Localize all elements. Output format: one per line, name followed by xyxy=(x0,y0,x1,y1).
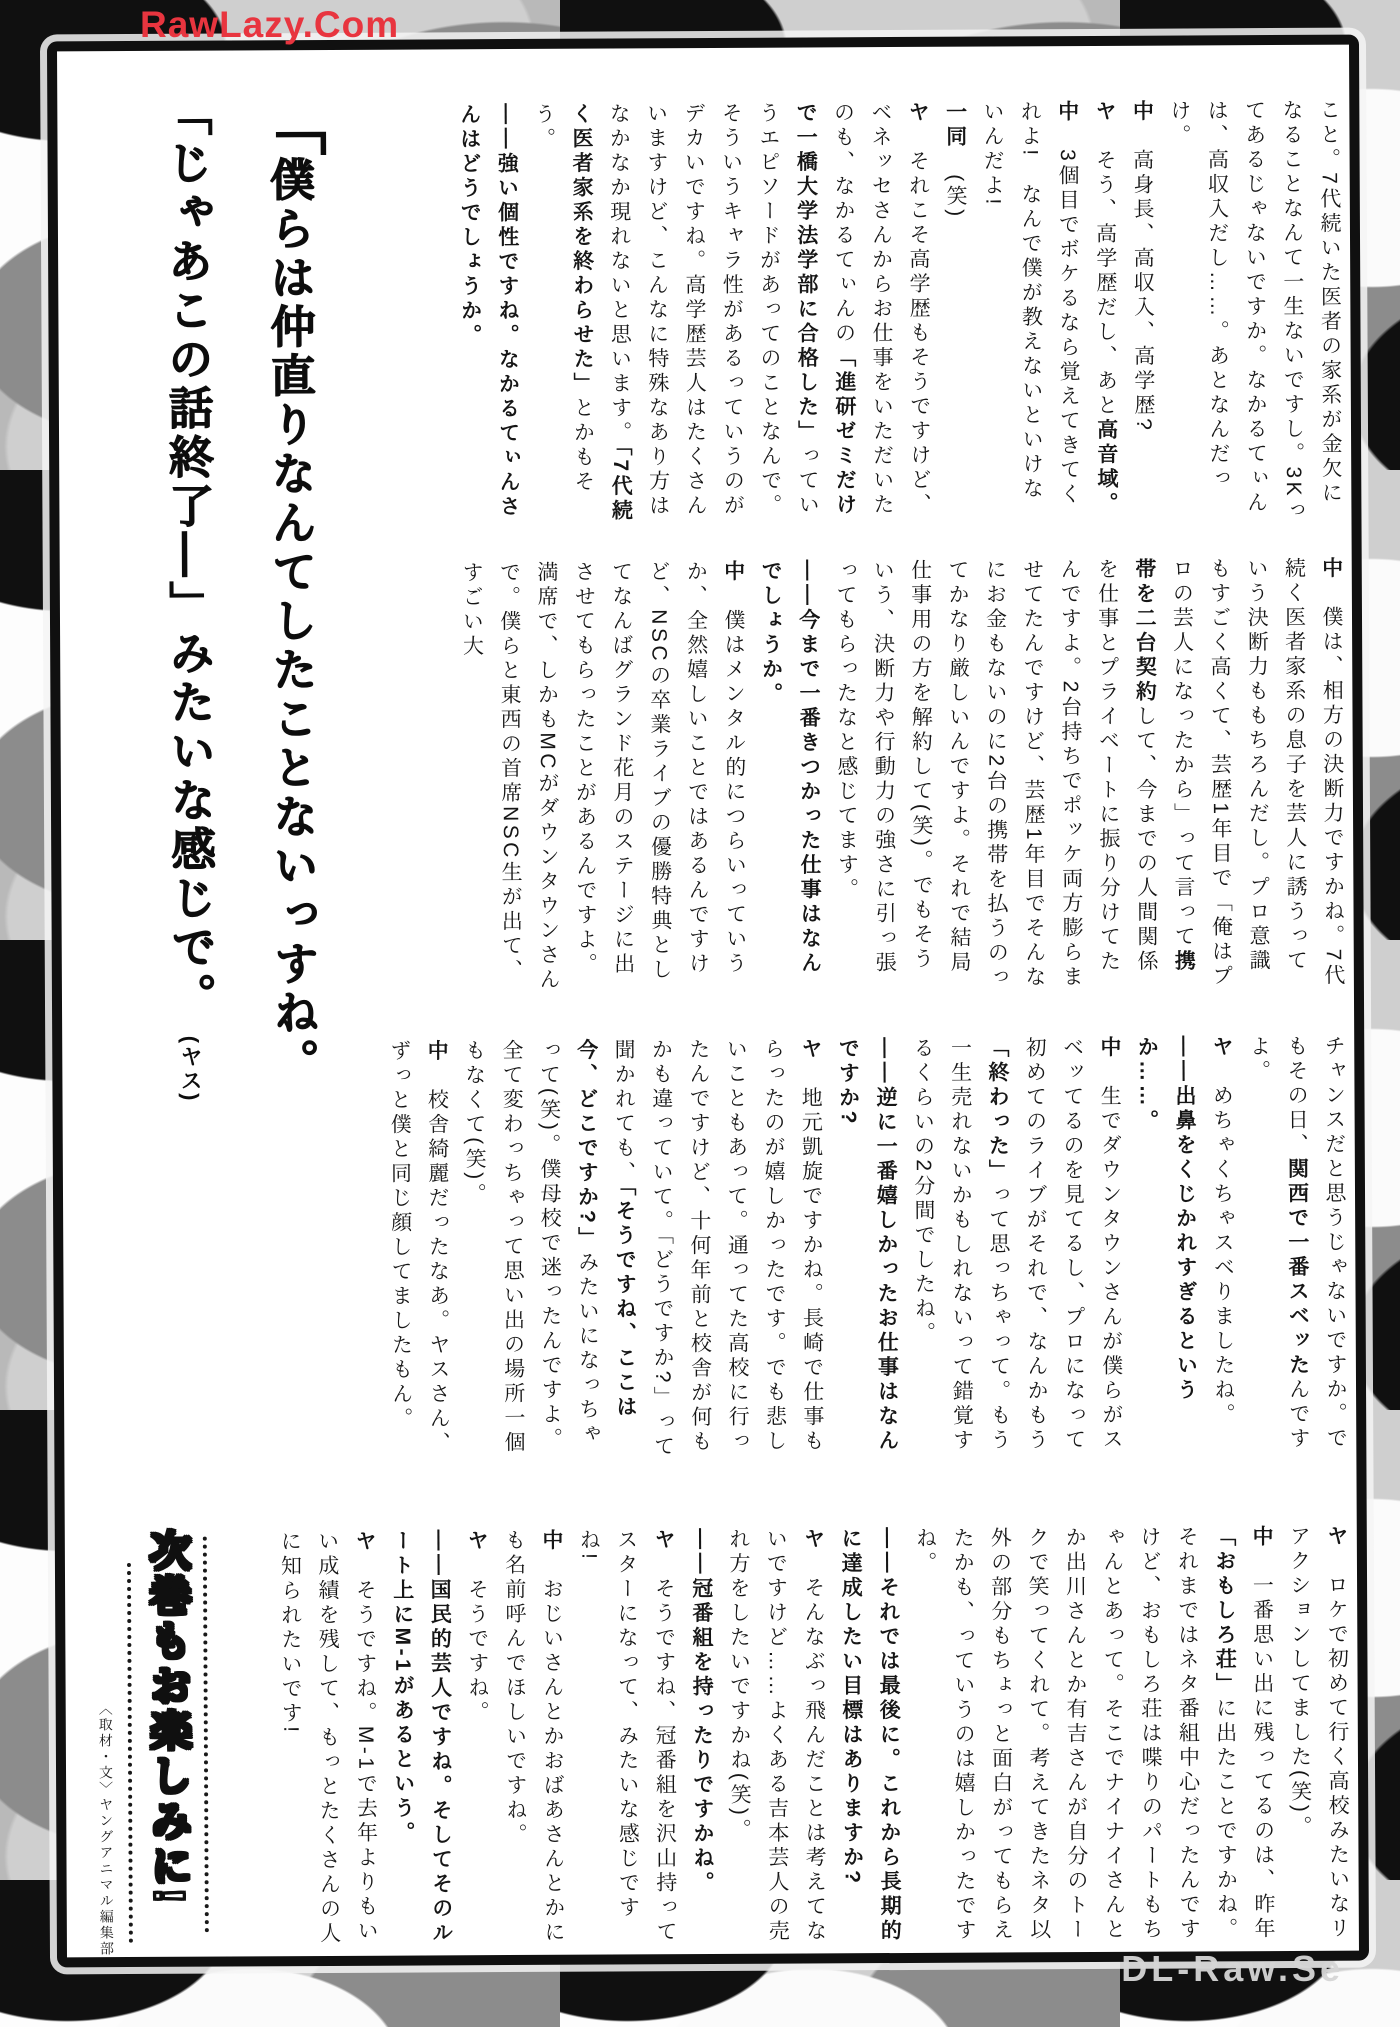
credit-text: 〈取材・文〉ヤングアニマル編集部 xyxy=(97,1701,115,1958)
interview-paragraph: 中 僕はメンタル的につらいっていうか、全然嬉しいことではあるんですけど、NSCの卒業ライブの優勝特典としてなんばグランド花月のステージに出させてもらったことがあるんですよ。満席で、しかもMCがダウンタウンさんで。僕らと東西の首席NSC生が出て、すごい大 xyxy=(460,559,747,993)
interview-paragraph: ヤ めちゃくちゃスベりましたね。 xyxy=(1210,1035,1236,1428)
interview-paragraph: ――それでは最後に。これから長期的に達成したい目標はありますか? xyxy=(838,1527,902,1944)
headline-line-1-text: 僕らは仲直りなんてしたことないっすね。 xyxy=(262,156,319,1088)
interview-paragraph: ――今まで一番きつかった仕事はなんでしょうか。 xyxy=(759,559,822,977)
headline-line-1 xyxy=(226,90,353,1171)
interview-paragraph: 中 3個目でボケるなら覚えてきてくれよ! なんで僕が教えないといけないんだよ! xyxy=(980,100,1081,508)
headline-open-quote-glyph: 「 xyxy=(250,89,325,157)
interview-paragraph: ――国民的芸人ですね。そしてそのルート上にM-1があるという。 xyxy=(390,1529,453,1946)
interview-band-1 xyxy=(450,99,1349,529)
interview-paragraph: ヤ 地元凱旋ですかね。長崎で仕事もらったのが嬉しかったです。でも悲しいこともあって。通ってた高校に行ったんですけど、十何年前と校舎が何もかも違っていて。「どうですか?」って聞かれても、「そうですね、ここは今、どこですか?」みたいになっちゃって(笑)。僕母校で迷ったんですよ。全て変わっちゃって思い出の場所一個もなくて(笑)。 xyxy=(462,1037,825,1460)
interview-paragraph: 中 一番思い出に残ってるのは、昨年「おもしろ荘」に出たことですかね。それまではネタ番組中心だったんですけど、おもしろ荘は喋りのパートもちゃんとあって。そこでナイナイさんとか出川さんとか有吉さんが自分のトークで笑ってくれて。考えてきたネタ以外の部分もちょっと面白がってもらえたかも、っていうのは嬉しかったですね。 xyxy=(913,1525,1276,1944)
interview-paragraph: 中 校舎綺麗だったなあ。ヤスさん、ずっと僕と同じ顔してましたもん。 xyxy=(387,1039,451,1456)
interview-paragraph: ――逆に一番嬉しかったお仕事はなんですか? xyxy=(836,1037,899,1454)
interview-paragraph: チャンスだと思うじゃないですか。でもその日、関西で一番スベッたんですよ。 xyxy=(1247,1034,1348,1452)
interview-paragraph: ヤ そうですね。M-1で去年よりもいい成績を残して、もっとたくさんの人に知られたいです! xyxy=(278,1529,379,1947)
next-volume-text: 次巻もお楽しみに! xyxy=(144,1528,194,1906)
interview-paragraph: 一同 (笑) xyxy=(943,100,968,220)
watermark-rawlazy: RawLazy.Com xyxy=(140,4,400,45)
interview-paragraph: ――強い個性ですね。なかるてぃんさんはどうでしょうか。 xyxy=(457,102,521,520)
next-volume-block xyxy=(95,1529,222,1970)
interview-band-2 xyxy=(453,557,1352,994)
interview-paragraph: ――冠番組を持ったりですかね。 xyxy=(689,1527,715,1896)
interview-band-4 xyxy=(271,1525,1357,1951)
headline-line-2 xyxy=(143,91,231,1171)
interview-paragraph: こと。7代続いた医者の家系が金欠になることなんて一生ないですし。3Kってあるじゃないですか。なかるてぃんは、高収入だし……。あとなんだっけ。 xyxy=(1167,98,1343,524)
interview-band-3 xyxy=(380,1035,1354,1470)
interview-paragraph: ヤ そうですね。 xyxy=(465,1529,490,1726)
headline-attribution: (ヤス) xyxy=(177,1035,204,1103)
interview-paragraph: ヤ そう、高学歴だし、あと高音域。 xyxy=(1093,99,1119,517)
headline-line-2-text: 「じゃあこの話終了―」みたいな感じで。 xyxy=(160,90,216,1022)
interview-paragraph: 中 高身長、高収入、高学歴? xyxy=(1130,99,1156,434)
page-paper xyxy=(47,35,1369,1968)
interview-paragraph: 中 おじいさんとかおばあさんとかにも名前呼んでほしいですね。 xyxy=(502,1528,566,1946)
interview-paragraph: 中 生でダウンタウンさんが僕らがスベッてるのを見てるし、プロになって初めてのライブがそれで、なんかもう「終わった」って思っちゃって。もう一生売れないかもしれないって錯覚するくらいの2分間でしたね。 xyxy=(911,1035,1124,1454)
dotted-rule-right xyxy=(203,1537,209,1933)
headline xyxy=(143,90,353,1171)
interview-paragraph: ヤ そうですね、冠番組を沢山持ってスターになって、みたいな感じですね! xyxy=(577,1528,678,1945)
interview-paragraph: ヤ それこそ高学歴もそうですけど、ベネッセさんからお仕事をいただいたのも、なかるてぃんの「進研ゼミだけで一橋大学法学部に合格した」っていうエピソードがあってのことなんで。そういうキャラ性があるっていうのがデカいですね。高学歴芸人はたくさんいますけど、こんなに特殊なあり方はなかなか現れないと思います。「7代続く医者家系を終わらせた」とかもそう。 xyxy=(532,100,932,524)
watermark-dlraw: DL-Raw.Se xyxy=(1121,1948,1344,1989)
interview-paragraph: ――出鼻をくじかれすぎるというか……。 xyxy=(1135,1035,1198,1404)
interview-paragraph: ヤ そんなぶっ飛んだことは考えてないですけど……よくある吉本芸人の売れ方をしたいですかね(笑)。 xyxy=(726,1527,827,1945)
interview-paragraph: 中 僕は、相方の決断力ですかね。7代続く医者家系の息子を芸人に誘うっていう決断力ももちろんだし。プロ意識もすごく高くて、芸歴1年目で「俺はプロの芸人になったから」って言って携帯を二台契約して、今までの人間関係を仕事とプライベートに振り分けてたんですよ。2台持ちでポッケ両方膨らませてたんですけど、芸歴1年目でそんなにお金もないのに2台の携帯を払うのってかなり厳しいんですよ。それで結局仕事用の方を解約して(笑)。でもそういう、決断力や行動力の強さに引っ張ってもらったなと感じてます。 xyxy=(833,556,1345,991)
interview-paragraph: ヤ ロケで初めて行く高校みたいなリアクションしてました(笑)。 xyxy=(1287,1524,1350,1942)
dotted-rule-left xyxy=(127,1563,133,1943)
